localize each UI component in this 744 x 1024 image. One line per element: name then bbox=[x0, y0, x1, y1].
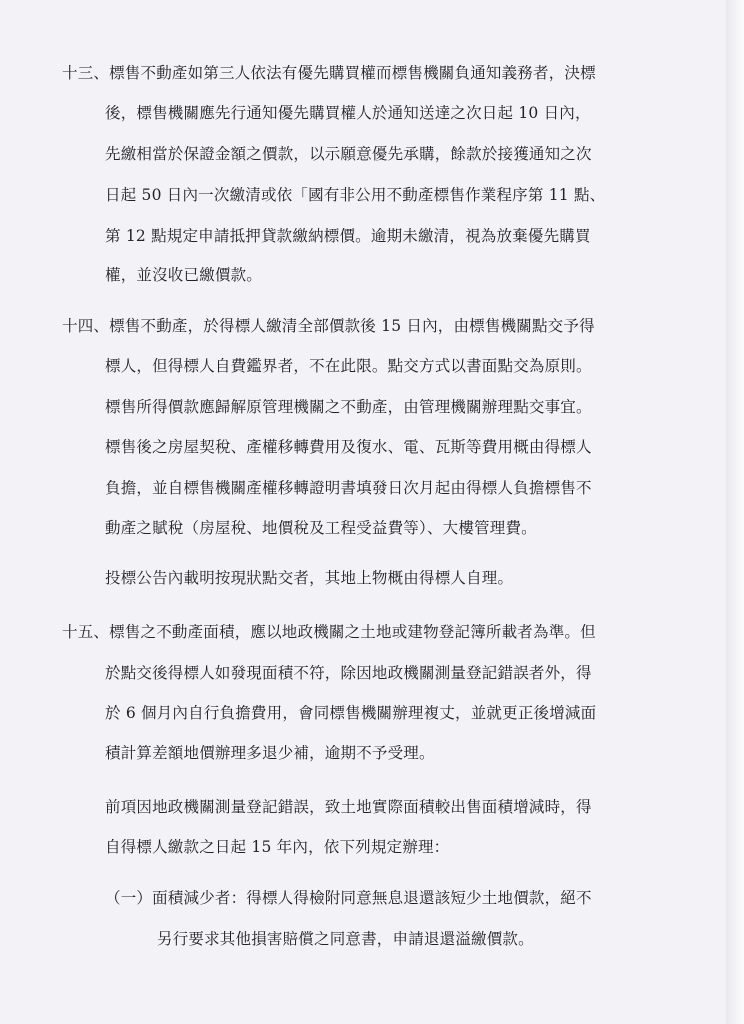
article-14-line: 投標公告內載明按現狀點交者，其地上物概由得標人自理。 bbox=[105, 569, 514, 587]
article-14-line: 十四、標售不動產，於得標人繳清全部價款後 15 日內，由標售機關點交予得 bbox=[62, 317, 595, 335]
article-13-line: 日起 50 日內一次繳清或依「國有非公用不動產標售作業程序第 11 點、 bbox=[105, 186, 606, 204]
article-15-line: 前項因地政機關測量登記錯誤，致土地實際面積較出售面積增減時，得 bbox=[105, 798, 592, 816]
article-15-line: 十五、標售之不動產面積，應以地政機關之土地或建物登記簿所載者為準。但 bbox=[62, 623, 596, 641]
article-13-line: 後，標售機關應先行通知優先購買權人於通知送達之次日起 10 日內， bbox=[105, 104, 591, 122]
article-14-line: 動產之賦稅（房屋稅、地價稅及工程受益費等）、大樓管理費。 bbox=[105, 519, 537, 537]
article-15-line: 於 6 個月內自行負擔費用，會同標售機關辦理複丈，並就更正後增減面 bbox=[105, 704, 597, 722]
article-13-line: 第 12 點規定申請抵押貸款繳納標價。逾期未繳清，視為放棄優先購買 bbox=[105, 227, 591, 245]
article-14-line: 標售所得價款應歸解原管理機關之不動產，由管理機關辦理點交事宜。 bbox=[105, 398, 592, 416]
article-15-line: 積計算差額地價辦理多退少補，逾期不予受理。 bbox=[105, 744, 435, 762]
article-14-line: 標售後之房屋契稅、產權移轉費用及復水、電、瓦斯等費用概由得標人 bbox=[105, 438, 592, 456]
article-14-line: 標人，但得標人自費鑑界者，不在此限。點交方式以書面點交為原則。 bbox=[105, 357, 592, 375]
article-13-line: 十三、標售不動產如第三人依法有優先購買權而標售機關負通知義務者，決標 bbox=[62, 64, 596, 82]
article-15-line: 自得標人繳款之日起 15 年內，依下列規定辦理： bbox=[105, 838, 450, 856]
article-15-subitem-line: 另行要求其他損害賠償之同意書，申請退還溢繳價款。 bbox=[157, 930, 534, 948]
article-13-line: 權，並沒收已繳價款。 bbox=[105, 266, 263, 284]
article-15-subitem-line: （一）面積減少者：得標人得檢附同意無息退還該短少土地價款，絕不 bbox=[105, 889, 592, 907]
article-15-line: 於點交後得標人如發現面積不符，除因地政機關測量登記錯誤者外，得 bbox=[105, 664, 592, 682]
article-14-line: 負擔，並自標售機關產權移轉證明書填發日次月起由得標人負擔標售不 bbox=[105, 479, 592, 497]
page-edge bbox=[726, 0, 744, 1024]
article-13-line: 先繳相當於保證金額之價款，以示願意優先承購，餘款於接獲通知之次 bbox=[105, 145, 592, 163]
